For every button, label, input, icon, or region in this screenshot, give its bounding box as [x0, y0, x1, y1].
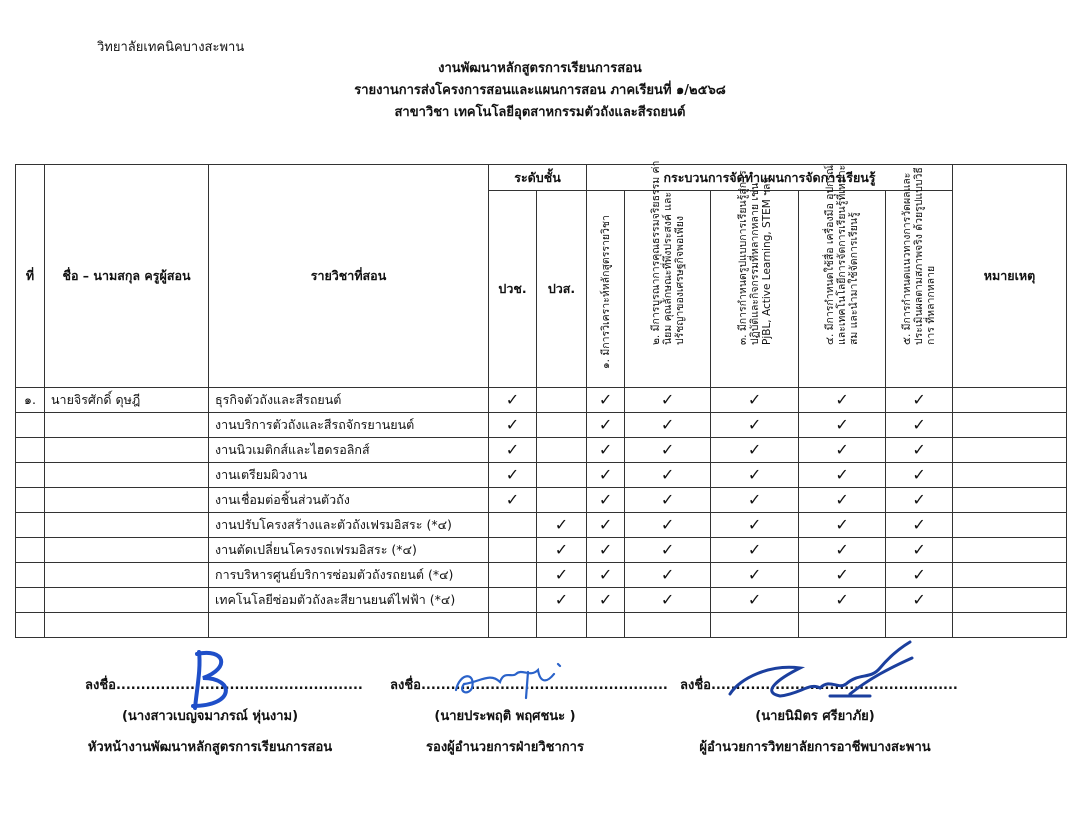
- process-2-cell: [625, 563, 711, 588]
- check-mark-icon: ✓: [747, 465, 762, 484]
- process-2-cell: [625, 538, 711, 563]
- remark-cell: [953, 488, 1067, 513]
- check-mark-icon: ✓: [598, 415, 613, 434]
- check-mark-icon: ✓: [554, 540, 569, 559]
- subject-name: ธุรกิจตัวถังและสีรถยนต์: [209, 388, 489, 413]
- process-3-cell: [711, 538, 799, 563]
- table-row: [16, 438, 1067, 463]
- check-mark-icon: ✓: [912, 465, 926, 484]
- header-process-4-text: ๔. มีการกำหนดใช้สื่อ เครื่องมือ อุปกรณ์ และเทคโนโลยีการจัดการเรียนรู้ที่เหมาะสม และนำมาใช้จัดการเรียนรู้: [824, 164, 861, 345]
- level-pvc-cell: [489, 613, 537, 638]
- check-mark-icon: ✓: [835, 540, 849, 559]
- process-1-cell: [587, 538, 625, 563]
- row-number: [16, 463, 45, 488]
- check-mark-icon: ✓: [598, 390, 613, 409]
- process-3-cell: [711, 413, 799, 438]
- level-pvs-cell: [537, 463, 587, 488]
- signer-name-1: (นางสาวเบญจมาภรณ์ หุ่นงาม): [121, 709, 299, 724]
- heading-line-2: รายงานการส่งโครงการสอนและแผนการสอน ภาคเรียนที่ ๑/๒๕๖๘: [354, 83, 726, 98]
- process-3-cell: [711, 588, 799, 613]
- check-mark-icon: ✓: [912, 440, 926, 459]
- process-5-cell: [886, 513, 953, 538]
- process-5-cell: [886, 413, 953, 438]
- process-5-cell: [886, 463, 953, 488]
- subject-name: การบริหารศูนย์บริการซ่อมตัวถังรถยนต์ (*๔): [209, 563, 489, 588]
- teacher-name: [45, 438, 209, 463]
- process-3-cell: [711, 488, 799, 513]
- remark-cell: [953, 413, 1067, 438]
- table-row: [16, 488, 1067, 513]
- header-process-2-text: ๒. มีการบูรณาการคุณธรรมจริยธรรม ค่านิยม คุณลักษณะที่พึงประสงค์ และปรัชญาของเศรษฐกิจพอเพียง: [649, 160, 686, 345]
- teacher-name: [45, 563, 209, 588]
- handwritten-signature-3: [720, 638, 920, 708]
- process-4-cell: [799, 488, 886, 513]
- check-mark-icon: ✓: [598, 565, 613, 584]
- process-5-cell: [886, 438, 953, 463]
- process-5-cell: [886, 588, 953, 613]
- check-mark-icon: ✓: [747, 390, 762, 409]
- process-5-cell: [886, 488, 953, 513]
- remark-cell: [953, 463, 1067, 488]
- signer-name-3: (นายนิมิตร ศรียาภัย): [755, 709, 875, 724]
- subject-name: เทคโนโลยีซ่อมตัวถังละสียานยนต์ไฟฟ้า (*๔): [209, 588, 489, 613]
- remark-cell: [953, 613, 1067, 638]
- process-5-cell: [886, 613, 953, 638]
- subject-name: งานนิวเมติกส์และไฮดรอลิกส์: [209, 438, 489, 463]
- teacher-name: [45, 413, 209, 438]
- check-mark-icon: ✓: [835, 440, 849, 459]
- teacher-name: [45, 488, 209, 513]
- check-mark-icon: ✓: [912, 590, 926, 609]
- process-1-cell: [587, 438, 625, 463]
- row-number: [16, 588, 45, 613]
- level-pvs-cell: [537, 538, 587, 563]
- report-table: [15, 160, 1067, 638]
- check-mark-icon: ✓: [912, 540, 926, 559]
- check-mark-icon: ✓: [835, 515, 849, 534]
- level-pvc-cell: [489, 463, 537, 488]
- remark-cell: [953, 388, 1067, 413]
- process-4-cell: [799, 538, 886, 563]
- process-3-cell: [711, 513, 799, 538]
- signature-label-2: ลงชื่อ..................................................: [390, 678, 668, 693]
- process-4-cell: [799, 513, 886, 538]
- check-mark-icon: ✓: [505, 440, 520, 459]
- teacher-name: [45, 463, 209, 488]
- process-2-cell: [625, 463, 711, 488]
- process-2-cell: [625, 513, 711, 538]
- check-mark-icon: ✓: [912, 415, 926, 434]
- check-mark-icon: ✓: [554, 590, 569, 609]
- check-mark-icon: ✓: [660, 490, 675, 509]
- row-number: [16, 413, 45, 438]
- row-number: [16, 538, 45, 563]
- check-mark-icon: ✓: [835, 465, 849, 484]
- process-4-cell: [799, 413, 886, 438]
- signature-label-1: ลงชื่อ..................................................: [85, 678, 363, 693]
- remark-cell: [953, 438, 1067, 463]
- signature-section: [0, 660, 1080, 770]
- level-pvc-cell: [489, 538, 537, 563]
- header-process: กระบวนการจัดทำแผนการจัดการเรียนรู้: [587, 165, 953, 191]
- header-process-2: [625, 160, 711, 388]
- process-1-cell: [587, 613, 625, 638]
- process-3-cell: [711, 388, 799, 413]
- signature-label-3: ลงชื่อ..................................................: [680, 678, 958, 693]
- check-mark-icon: ✓: [912, 515, 926, 534]
- header-process-5-text: ๕. มีการกำหนดแนวทางการวัดผลและประเมินผลตามสภาพจริง ด้วยรูปแบบวิธีการ ที่หลากหลาย: [901, 167, 938, 345]
- process-4-cell: [799, 563, 886, 588]
- signature-block-2: [390, 674, 668, 757]
- check-mark-icon: ✓: [747, 590, 762, 609]
- process-1-cell: [587, 463, 625, 488]
- row-number: [16, 438, 45, 463]
- table-body: [16, 388, 1067, 638]
- header-level-pvc: ปวช.: [489, 191, 537, 388]
- handwritten-signature-1: [185, 648, 245, 714]
- row-number: [16, 563, 45, 588]
- row-number: ๑.: [16, 388, 45, 413]
- document-headings: [0, 58, 1080, 124]
- check-mark-icon: ✓: [660, 590, 675, 609]
- check-mark-icon: ✓: [598, 590, 613, 609]
- college-name: วิทยาลัยเทคนิคบางสะพาน: [97, 40, 245, 55]
- process-4-cell: [799, 388, 886, 413]
- subject-name: งานเชื่อมต่อชิ้นส่วนตัวถัง: [209, 488, 489, 513]
- check-mark-icon: ✓: [747, 515, 762, 534]
- row-number: [16, 513, 45, 538]
- check-mark-icon: ✓: [598, 490, 613, 509]
- check-mark-icon: ✓: [747, 490, 762, 509]
- level-pvs-cell: [537, 413, 587, 438]
- level-pvs-cell: [537, 588, 587, 613]
- check-mark-icon: ✓: [912, 490, 926, 509]
- subject-name: งานปรับโครงสร้างและตัวถังเฟรมอิสระ (*๔): [209, 513, 489, 538]
- check-mark-icon: ✓: [747, 565, 762, 584]
- remark-cell: [953, 538, 1067, 563]
- table-row: [16, 588, 1067, 613]
- table-row: [16, 463, 1067, 488]
- teacher-name: [45, 538, 209, 563]
- process-2-cell: [625, 588, 711, 613]
- signer-name-2: (นายประพฤติ พฤศชนะ ): [434, 709, 576, 724]
- level-pvc-cell: [489, 563, 537, 588]
- check-mark-icon: ✓: [505, 415, 520, 434]
- table-row: [16, 513, 1067, 538]
- level-pvs-cell: [537, 388, 587, 413]
- level-pvc-cell: [489, 588, 537, 613]
- signature-block-3: [680, 674, 958, 757]
- check-mark-icon: ✓: [835, 415, 849, 434]
- check-mark-icon: ✓: [598, 540, 613, 559]
- process-4-cell: [799, 588, 886, 613]
- check-mark-icon: ✓: [598, 515, 613, 534]
- check-mark-icon: ✓: [505, 390, 520, 409]
- process-4-cell: [799, 438, 886, 463]
- table-row: [16, 613, 1067, 638]
- subject-name: งานเตรียมผิวงาน: [209, 463, 489, 488]
- process-2-cell: [625, 613, 711, 638]
- check-mark-icon: ✓: [660, 440, 675, 459]
- check-mark-icon: ✓: [505, 490, 520, 509]
- level-pvc-cell: [489, 438, 537, 463]
- process-4-cell: [799, 463, 886, 488]
- header-level-pvs: ปวส.: [537, 191, 587, 388]
- process-2-cell: [625, 488, 711, 513]
- header-process-3-text: ๓. มีการกำหนดรูปแบบการเรียนรู้สู่การปฏิบัติและกิจกรรมที่หลากหลาย เช่น PjBL, Active Learning, STEM ฯลฯ: [736, 170, 773, 345]
- subject-name: [209, 613, 489, 638]
- header-remark: หมายเหตุ: [953, 165, 1067, 388]
- process-1-cell: [587, 563, 625, 588]
- level-pvc-cell: [489, 413, 537, 438]
- header-level: ระดับชั้น: [489, 165, 587, 191]
- process-3-cell: [711, 613, 799, 638]
- row-number: [16, 613, 45, 638]
- signer-position-1: หัวหน้างานพัฒนาหลักสูตรการเรียนการสอน: [87, 740, 333, 755]
- process-1-cell: [587, 513, 625, 538]
- signer-position-2: รองผู้อำนวยการฝ่ายวิชาการ: [426, 740, 584, 755]
- level-pvs-cell: [537, 438, 587, 463]
- level-pvs-cell: [537, 613, 587, 638]
- check-mark-icon: ✓: [598, 465, 613, 484]
- check-mark-icon: ✓: [660, 390, 675, 409]
- process-4-cell: [799, 613, 886, 638]
- check-mark-icon: ✓: [835, 565, 849, 584]
- check-mark-icon: ✓: [505, 465, 520, 484]
- check-mark-icon: ✓: [912, 565, 926, 584]
- header-process-1-text: ๑. มีการวิเคราะห์หลักสูตรรายวิชา: [599, 215, 612, 369]
- level-pvc-cell: [489, 388, 537, 413]
- header-no: ที่: [16, 165, 45, 388]
- check-mark-icon: ✓: [598, 440, 613, 459]
- remark-cell: [953, 563, 1067, 588]
- row-number: [16, 488, 45, 513]
- remark-cell: [953, 588, 1067, 613]
- check-mark-icon: ✓: [660, 565, 675, 584]
- check-mark-icon: ✓: [835, 490, 849, 509]
- process-5-cell: [886, 388, 953, 413]
- subject-name: งานบริการตัวถังและสีรถจักรยานยนต์: [209, 413, 489, 438]
- header-process-1: [587, 191, 625, 388]
- process-1-cell: [587, 388, 625, 413]
- level-pvc-cell: [489, 488, 537, 513]
- process-5-cell: [886, 538, 953, 563]
- header-process-4: [799, 164, 886, 388]
- level-pvs-cell: [537, 513, 587, 538]
- process-1-cell: [587, 588, 625, 613]
- process-2-cell: [625, 438, 711, 463]
- check-mark-icon: ✓: [912, 390, 926, 409]
- handwritten-signature-2: [450, 652, 570, 702]
- table-row: [16, 413, 1067, 438]
- header-process-3: [711, 170, 799, 388]
- check-mark-icon: ✓: [554, 515, 569, 534]
- header-name: ชื่อ – นามสกุล ครูผู้สอน: [45, 165, 209, 388]
- teacher-name: [45, 513, 209, 538]
- header-process-5: [886, 167, 953, 388]
- check-mark-icon: ✓: [660, 415, 675, 434]
- table-row: [16, 388, 1067, 413]
- process-3-cell: [711, 463, 799, 488]
- heading-line-1: งานพัฒนาหลักสูตรการเรียนการสอน: [438, 61, 642, 76]
- process-2-cell: [625, 388, 711, 413]
- process-3-cell: [711, 563, 799, 588]
- check-mark-icon: ✓: [660, 515, 675, 534]
- check-mark-icon: ✓: [660, 540, 675, 559]
- process-3-cell: [711, 438, 799, 463]
- subject-name: งานตัดเปลี่ยนโครงรถเฟรมอิสระ (*๔): [209, 538, 489, 563]
- level-pvs-cell: [537, 563, 587, 588]
- table-row: [16, 563, 1067, 588]
- check-mark-icon: ✓: [835, 390, 849, 409]
- process-1-cell: [587, 488, 625, 513]
- signature-block-1: [85, 674, 363, 757]
- level-pvs-cell: [537, 488, 587, 513]
- header-subject: รายวิชาที่สอน: [209, 165, 489, 388]
- level-pvc-cell: [489, 513, 537, 538]
- process-5-cell: [886, 563, 953, 588]
- teacher-name: [45, 588, 209, 613]
- check-mark-icon: ✓: [747, 415, 762, 434]
- check-mark-icon: ✓: [554, 565, 569, 584]
- teacher-name: นายจิรศักดิ์ ดุษฎี: [45, 388, 209, 413]
- table-row: [16, 538, 1067, 563]
- signer-position-3: ผู้อำนวยการวิทยาลัยการอาชีพบางสะพาน: [699, 740, 931, 755]
- heading-line-3: สาขาวิชา เทคโนโลยีอุตสาหกรรมตัวถังและสีรถยนต์: [394, 105, 686, 120]
- check-mark-icon: ✓: [660, 465, 675, 484]
- teacher-name: [45, 613, 209, 638]
- check-mark-icon: ✓: [747, 540, 762, 559]
- remark-cell: [953, 513, 1067, 538]
- process-2-cell: [625, 413, 711, 438]
- check-mark-icon: ✓: [747, 440, 762, 459]
- check-mark-icon: ✓: [835, 590, 849, 609]
- process-1-cell: [587, 413, 625, 438]
